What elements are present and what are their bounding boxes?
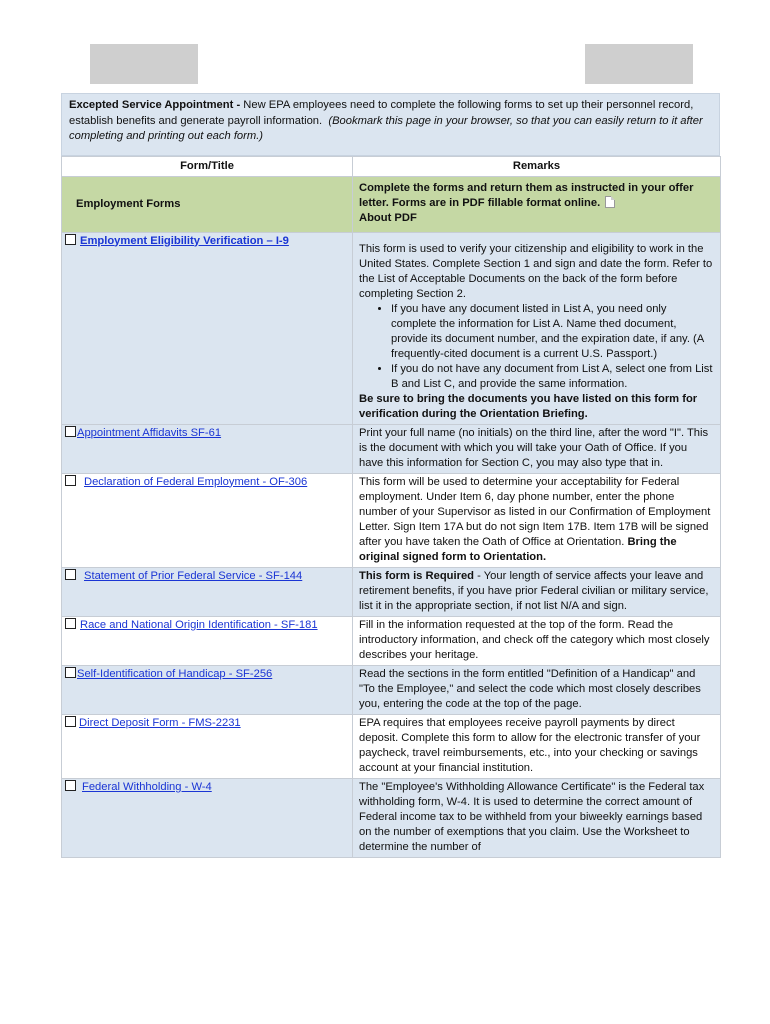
column-header-form: Form/Title (62, 156, 353, 176)
form-link[interactable]: Employment Eligibility Verification – I-9 (80, 234, 289, 247)
form-checkbox[interactable] (65, 426, 76, 437)
remarks-cell (353, 232, 721, 424)
form-cell (62, 473, 353, 567)
form-link[interactable]: Direct Deposit Form - FMS-2231 (79, 716, 241, 729)
form-cell (62, 714, 353, 778)
remarks-cell: EPA requires that employees receive payroll payments by direct deposit. Complete this form to allow for the electronic transfer of your paycheck, travel reimbursements, etc., into your checking or savings account at your financial institution. (353, 714, 721, 778)
intro-bookmark-note: (Bookmark this page in your browser, so that you can easily return to it after completing and printing out each form.) (69, 114, 703, 142)
header-logo-right (585, 44, 693, 84)
form-checkbox[interactable] (65, 234, 76, 245)
form-link[interactable]: Statement of Prior Federal Service - SF-144 (84, 569, 303, 582)
form-cell (62, 232, 353, 424)
remarks-cell: Print your full name (no initials) on the third line, after the word "I". This is the document with which you will take your Oath of Office. If you have this information for Section C, you may also type that in. (353, 424, 721, 473)
remarks-text: - Your length of service affects your leave and retirement benefits, if you have prior Federal civilian or military service, list it in the appropriate section, if not list N/A and sign. (359, 569, 709, 612)
table-row (62, 232, 721, 424)
form-checkbox[interactable] (65, 716, 76, 727)
table-row (62, 567, 721, 616)
list-item: • If you have any document listed in List A, you need only complete the information for List A. Name thed document, provide its document number, and the expiration date, if any. (A frequently-cited document is a current U.S. Passport.) (391, 302, 714, 362)
form-checkbox[interactable] (65, 475, 76, 486)
remarks-cell: The "Employee's Withholding Allowance Certificate" is the Federal tax withholding form, W-4. It is used to determine the correct amount of Federal income tax to be withheld from your biweekly earnings based on the number of exemptions that you claim. Use the Worksheet to determine the number of (353, 778, 721, 857)
table-row (62, 714, 721, 778)
category-note (353, 176, 721, 232)
remarks-cell: Read the sections in the form entitled "Definition of a Handicap" and "To the Employee," and select the code which most closely describes you, entering the code at the top of the page. (353, 665, 721, 714)
form-link[interactable]: Declaration of Federal Employment - OF-306 (84, 475, 308, 488)
form-checkbox[interactable] (65, 667, 76, 678)
intro-heading: Excepted Service Appointment - (69, 99, 244, 111)
remarks-cell (353, 567, 721, 616)
form-link[interactable]: Federal Withholding - W-4 (82, 780, 212, 793)
form-checkbox[interactable] (65, 618, 76, 629)
remarks-cell (353, 473, 721, 567)
category-label: Employment Forms (62, 176, 353, 232)
remarks-text: This form will be used to determine your acceptability for Federal employment. Under Item 6, day phone number, enter the phone number of your Supervisor as listed in our Confirmation of Employment Letter. Sign Item 17A but do not sign Item 17B. Item 17B will be signed after you have taken the Oath of Office at Orientation. (359, 475, 711, 548)
form-link[interactable]: Race and National Origin Identification - SF-181 (80, 618, 318, 631)
remarks-emphasis: Bring the original signed form to Orientation. (359, 535, 677, 563)
form-link[interactable]: Self-Identification of Handicap - SF-256 (77, 667, 273, 680)
bullet-list (359, 302, 714, 392)
form-checkbox[interactable] (65, 780, 76, 791)
pdf-icon[interactable] (605, 196, 615, 208)
forms-table (61, 156, 721, 858)
form-cell (62, 778, 353, 857)
remarks-text: This form is used to verify your citizenship and eligibility to work in the United States. Complete Section 1 and sign and date the form. Refer to the List of Acceptable Documents on the back of the form before completing Section 2. (359, 242, 713, 300)
remarks-lead: This form is Required (359, 569, 474, 582)
table-row (62, 778, 721, 857)
form-cell (62, 567, 353, 616)
form-link[interactable]: Appointment Affidavits SF-61 (77, 426, 222, 439)
about-pdf-link[interactable]: About PDF (359, 211, 417, 224)
form-cell (62, 665, 353, 714)
table-row (62, 665, 721, 714)
column-header-remarks: Remarks (353, 156, 721, 176)
form-cell (62, 616, 353, 665)
remarks-cell: Fill in the information requested at the top of the form. Read the introductory information, and check off the category which most closely describes your heritage. (353, 616, 721, 665)
forms-document (61, 93, 720, 858)
table-header-row (62, 156, 721, 176)
category-row (62, 176, 721, 232)
form-cell (62, 424, 353, 473)
intro-text: New EPA employees need to complete the following forms to set up their personnel record, establish benefits and generate payroll information. (69, 99, 694, 127)
list-item: • If you do not have any document from List A, select one from List B and List C, and provide the same information. (391, 362, 714, 392)
header-logo-left (90, 44, 198, 84)
form-checkbox[interactable] (65, 569, 76, 580)
table-row (62, 473, 721, 567)
category-note-text: Complete the forms and return them as instructed in your offer letter. Forms are in PDF fillable format online. (359, 181, 694, 209)
remarks-emphasis: Be sure to bring the documents you have listed on this form for verification during the Orientation Briefing. (359, 392, 698, 420)
intro-paragraph (61, 93, 720, 156)
table-row (62, 424, 721, 473)
table-row (62, 616, 721, 665)
